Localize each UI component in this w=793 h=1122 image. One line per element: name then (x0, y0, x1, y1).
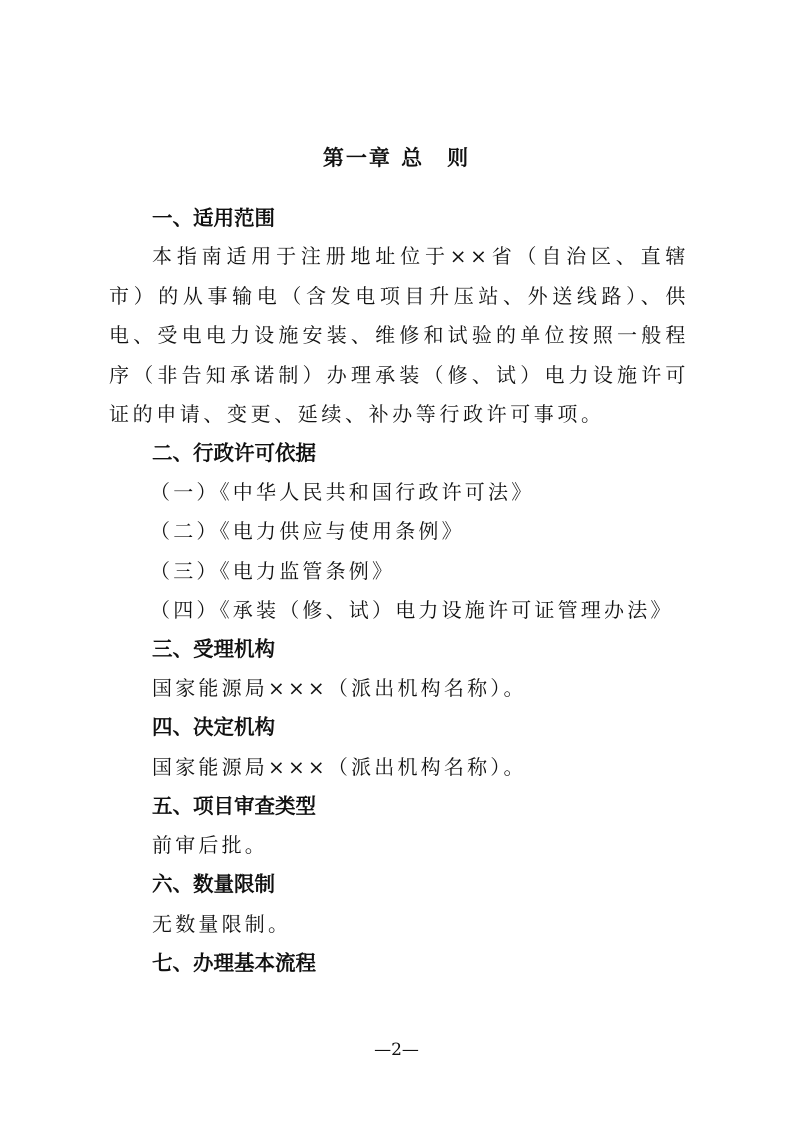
review-type-text: 前审后批。 (152, 833, 268, 857)
legal-basis-item: （二）《电力供应与使用条例》 (150, 519, 465, 543)
section-heading-scope: 一、适用范围 (152, 206, 275, 230)
page-number: —2— (374, 1040, 419, 1060)
scope-paragraph: 本指南适用于注册地址位于××省（自治区、直辖市）的从事输电（含发电项目升压站、外送线路）、供电、受电电力设施安装、维修和试验的单位按照一般程序（非告知承诺制）办理承装（修、试）电力设施许可证的申请、变更、延续、补办等行政许可事项。 (109, 244, 689, 426)
legal-basis-item: （三）《电力监管条例》 (150, 559, 396, 583)
accepting-agency-text: 国家能源局×××（派出机构名称）。 (152, 676, 527, 700)
deciding-agency-text: 国家能源局×××（派出机构名称）。 (152, 755, 527, 779)
section-heading-review-type: 五、项目审查类型 (152, 794, 316, 818)
legal-basis-item: （四）《承装（修、试）电力设施许可证管理办法》 (150, 598, 674, 622)
section-heading-basic-process: 七、办理基本流程 (152, 951, 316, 975)
section-heading-legal-basis: 二、行政许可依据 (152, 441, 316, 465)
chapter-title: 第一章 总 则 (322, 146, 471, 170)
quantity-limit-text: 无数量限制。 (152, 912, 292, 936)
section-heading-accepting-agency: 三、受理机构 (152, 637, 275, 661)
section-heading-deciding-agency: 四、决定机构 (152, 715, 275, 739)
section-heading-quantity-limit: 六、数量限制 (152, 872, 275, 896)
legal-basis-item: （一）《中华人民共和国行政许可法》 (150, 480, 535, 504)
